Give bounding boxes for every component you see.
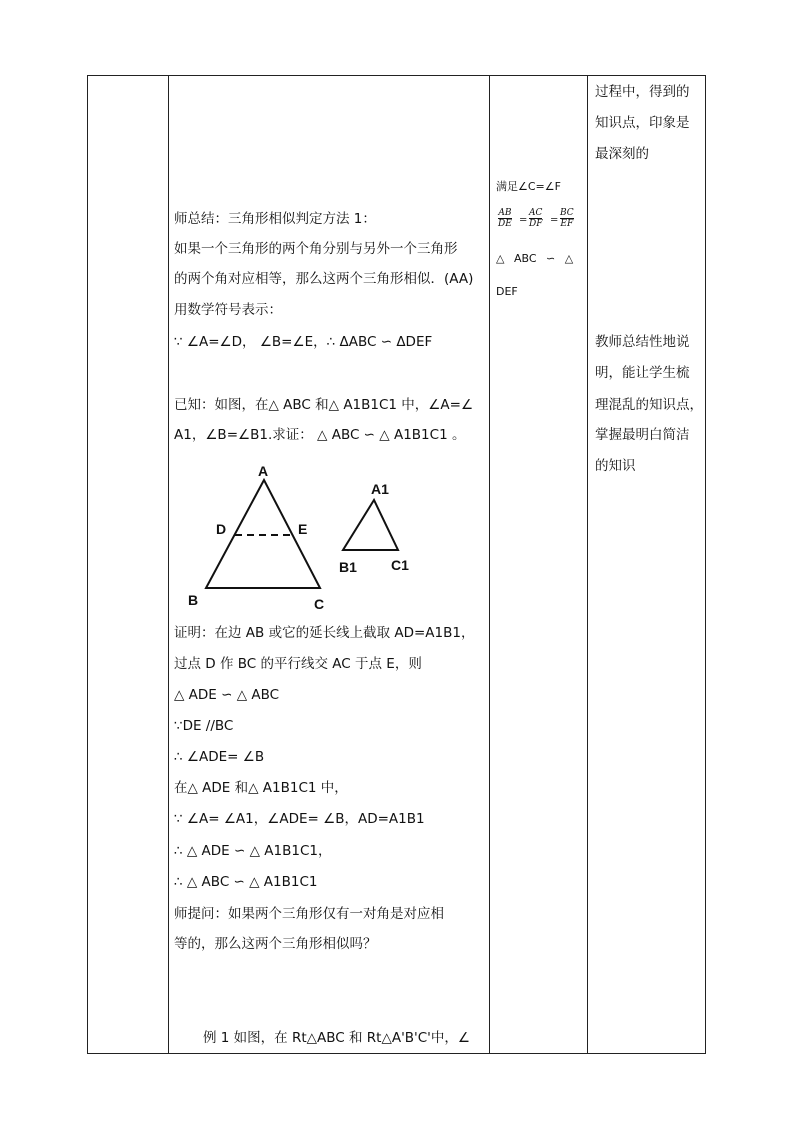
- vertex-label-b1: B1: [339, 559, 357, 575]
- col4-bottom-line: 理混乱的知识点，: [595, 397, 703, 413]
- fraction-numerator: BC: [560, 208, 574, 218]
- column-divider: [489, 76, 490, 1053]
- fraction-denominator: DF: [529, 219, 543, 229]
- col4-top-line: 过程中，得到的: [595, 84, 690, 100]
- col4-top-line: 知识点，印象是: [595, 115, 690, 131]
- vertex-label-c1: C1: [391, 557, 409, 573]
- column-divider: [168, 76, 169, 1053]
- proof-line: ∴ △ ABC ∽ △ A1B1C1: [174, 874, 318, 890]
- proof-line: ∵ ∠A= ∠A1，∠ADE= ∠B，AD=A1B1: [174, 811, 425, 827]
- summary-line: 用数学符号表示：: [174, 302, 282, 318]
- proof-line: △ ADE ∽ △ ABC: [174, 687, 280, 703]
- col4-bottom-line: 明，能让学生梳: [595, 365, 690, 381]
- vertex-label-a: A: [258, 463, 269, 479]
- col4-bottom-line: 教师总结性地说: [595, 334, 690, 350]
- summary-title: 师总结：三角形相似判定方法 1：: [174, 211, 376, 227]
- fraction-numerator: AC: [529, 208, 543, 218]
- proof-line: 过点 D 作 BC 的平行线交 AC 于点 E，则: [174, 656, 422, 672]
- question-line: 师提问：如果两个三角形仅有一对角是对应相: [174, 906, 444, 922]
- fraction-ab-de: [498, 208, 512, 229]
- proof-line: 证明：在边 AB 或它的延长线上截取 AD=A1B1，: [174, 625, 475, 641]
- symbol-statement: ∵ ∠A=∠D， ∠B=∠E，∴ ΔABC ∽ ΔDEF: [174, 334, 433, 350]
- fraction-ac-df: [529, 208, 542, 229]
- vertex-label-e: E: [298, 521, 308, 537]
- summary-line: 的两个角对应相等，那么这两个三角形相似．(AA): [174, 271, 474, 287]
- vertex-label-d: D: [216, 521, 227, 537]
- vertex-label-b: B: [188, 592, 199, 608]
- col4-bottom-line: 的知识: [595, 458, 636, 474]
- fraction-bc-ef: [560, 208, 574, 229]
- column-divider: [587, 76, 588, 1053]
- given-line: 已知：如图，在△ ABC 和△ A1B1C1 中，∠A=∠: [174, 397, 474, 413]
- col4-top-line: 最深刻的: [595, 146, 649, 162]
- proof-line: ∴ △ ADE ∽ △ A1B1C1，: [174, 843, 332, 859]
- equals-sign: =: [519, 215, 528, 226]
- condition-text: 满足∠C=∠F: [496, 180, 561, 193]
- vertex-label-c: C: [314, 596, 325, 612]
- fraction-numerator: AB: [498, 208, 512, 218]
- similarity-text: △ ABC ∽ △: [496, 252, 574, 265]
- fraction-denominator: DE: [498, 219, 512, 229]
- vertex-label-a1: A1: [371, 481, 389, 497]
- summary-line: 如果一个三角形的两个角分别与另外一个三角形: [174, 241, 458, 257]
- triangle-a1b1c1: [343, 500, 398, 550]
- equals-sign: =: [550, 215, 559, 226]
- triangle-figure: [180, 460, 440, 615]
- proof-line: ∴ ∠ADE= ∠B: [174, 749, 265, 765]
- similarity-text-cont: DEF: [496, 285, 518, 298]
- example-line: 例 1 如图，在 Rt△ABC 和 Rt△A'B'C'中，∠: [203, 1030, 471, 1046]
- given-line: A1，∠B=∠B1.求证： △ ABC ∽ △ A1B1C1 。: [174, 427, 466, 443]
- question-line: 等的，那么这两个三角形相似吗？: [174, 936, 377, 952]
- proof-line: 在△ ADE 和△ A1B1C1 中，: [174, 780, 348, 796]
- fraction-denominator: EF: [560, 219, 574, 229]
- col4-bottom-line: 掌握最明白简洁: [595, 427, 690, 443]
- proof-line: ∵DE //BC: [174, 718, 234, 734]
